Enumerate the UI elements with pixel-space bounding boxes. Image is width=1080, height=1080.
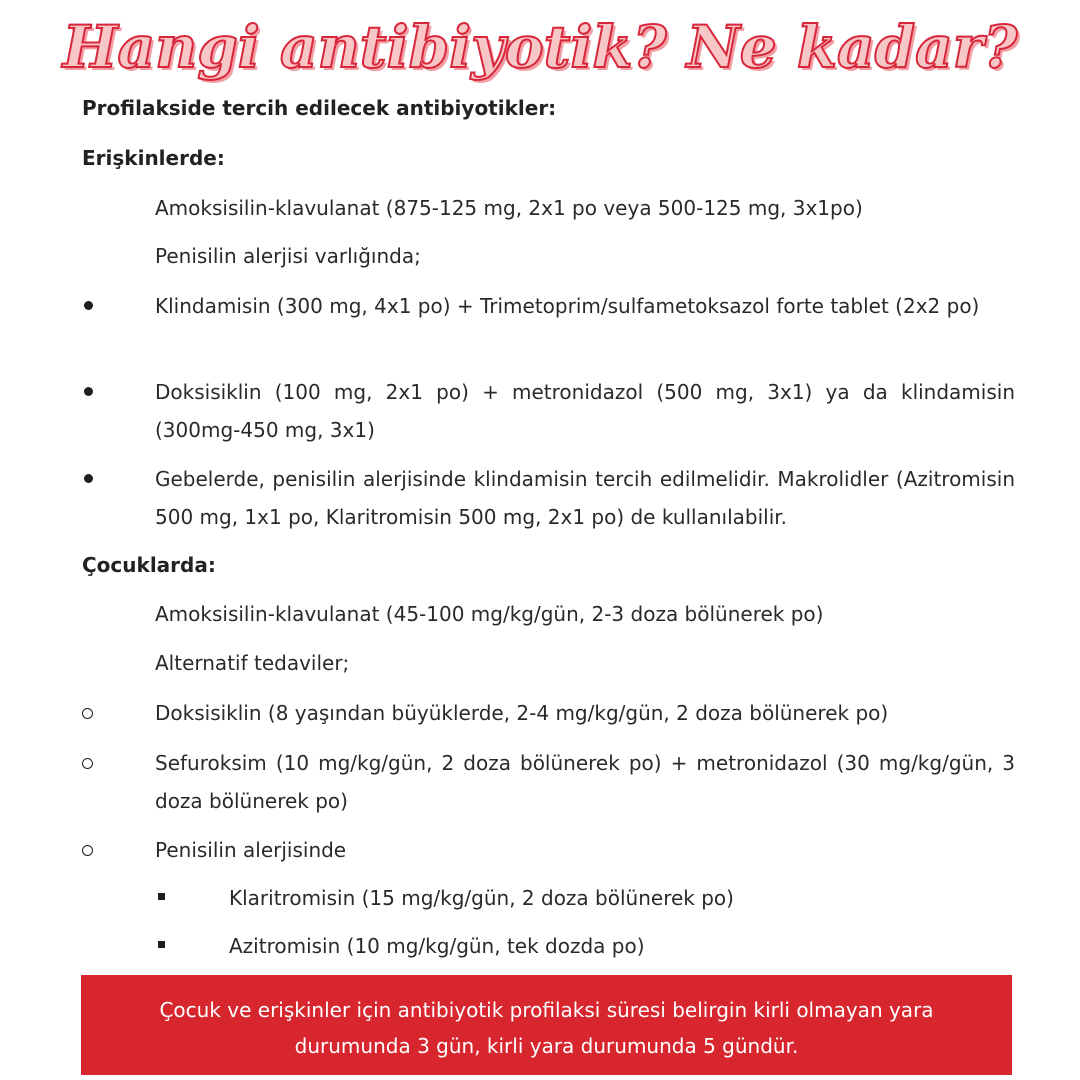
footer-line-1: Çocuk ve erişkinler için antibiyotik profilaksi süresi belirgin kirli olmayan yara [159,998,934,1022]
bullet-ring-icon [82,758,93,769]
footer-text [81,992,1012,1064]
children-alt-line: Alternatif tedaviler; [155,651,350,675]
adults-bullet-2: Doksisiklin (100 mg, 2x1 po) + metronidazol (500 mg, 3x1) ya da klindamisin (300mg-450 mg, 3x1) [155,380,1015,442]
bullet-square-icon [158,893,165,900]
children-bullet-1: Doksisiklin (8 yaşından büyüklerde, 2-4 mg/kg/gün, 2 doza bölünerek po) [155,701,889,725]
bullet-ring-icon [82,845,93,856]
children-sub-bullet-1: Klaritromisin (15 mg/kg/gün, 2 doza bölünerek po) [229,886,734,910]
children-bullet-3: Penisilin alerjisinde [155,838,347,862]
bullet-dot-icon [84,387,93,396]
footer-line-2: durumunda 3 gün, kirli yara durumunda 5 gündür. [294,1034,799,1058]
adults-first-line: Amoksisilin-klavulanat (875-125 mg, 2x1 po veya 500-125 mg, 3x1po) [155,196,863,220]
bullet-ring-icon [82,708,93,719]
adults-heading: Erişkinlerde: [82,146,225,170]
bullet-dot-icon [84,474,93,483]
children-heading: Çocuklarda: [82,553,216,577]
intro-heading: Profilakside tercih edilecek antibiyotikler: [82,96,557,120]
page-title: Hangi antibiyotik? Ne kadar? [62,13,1018,81]
bullet-square-icon [158,941,165,948]
children-bullet-2: Sefuroksim (10 mg/kg/gün, 2 doza bölünerek po) + metronidazol (30 mg/kg/gün, 3 doza bölünerek po) [155,751,1015,813]
footer-callout [81,975,1012,1075]
adults-allergy-line: Penisilin alerjisi varlığında; [155,244,421,268]
children-first-line: Amoksisilin-klavulanat (45-100 mg/kg/gün, 2-3 doza bölünerek po) [155,602,824,626]
adults-bullet-3: Gebelerde, penisilin alerjisinde klindamisin tercih edilmelidir. Makrolidler (Azitromisin 500 mg, 1x1 po, Klaritromisin 500 mg, 2x1 po) de kullanılabilir. [155,467,1015,529]
children-sub-bullet-2: Azitromisin (10 mg/kg/gün, tek dozda po) [229,934,645,958]
bullet-dot-icon [84,301,93,310]
adults-bullet-1: Klindamisin (300 mg, 4x1 po) + Trimetoprim/sulfametoksazol forte tablet (2x2 po) [155,294,980,318]
